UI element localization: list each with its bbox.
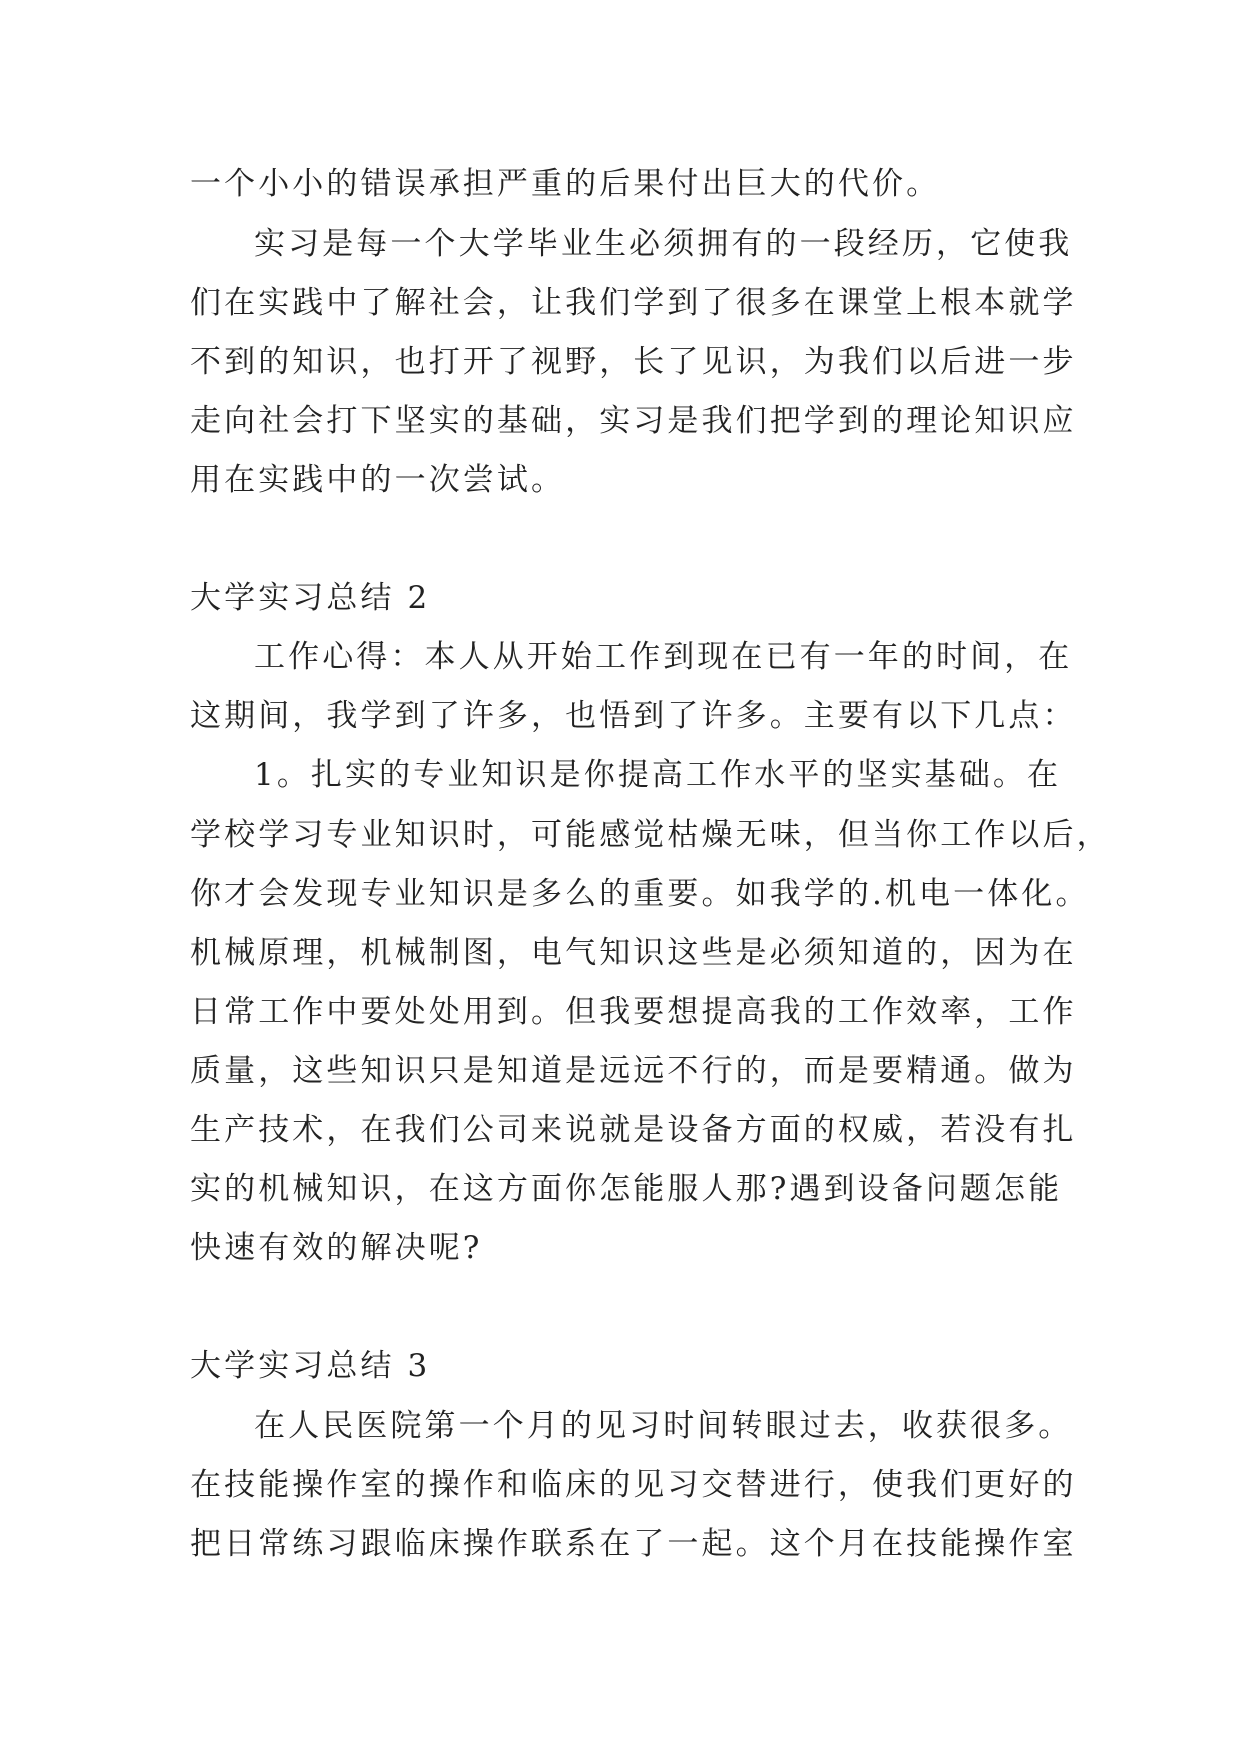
- body-text-line: 在技能操作室的操作和临床的见习交替进行，使我们更好的: [190, 1467, 1077, 1503]
- body-text-line: 用在实践中的一次尝试。: [190, 462, 566, 498]
- body-text-line: 实的机械知识，在这方面你怎能服人那?遇到设备问题怎能: [190, 1171, 1063, 1207]
- body-text-line: 一个小小的错误承担严重的后果付出巨大的代价。: [190, 166, 941, 202]
- body-text-line: 不到的知识，也打开了视野，长了见识，为我们以后进一步: [190, 344, 1077, 380]
- body-text-line: 1。扎实的专业知识是你提高工作水平的坚实基础。在: [254, 757, 1062, 793]
- body-text-line: 实习是每一个大学毕业生必须拥有的一段经历，它使我: [254, 226, 1073, 262]
- body-text-line: 在人民医院第一个月的见习时间转眼过去，收获很多。: [254, 1408, 1073, 1444]
- body-text-line: 这期间，我学到了许多，也悟到了许多。主要有以下几点：: [190, 698, 1077, 734]
- body-text-line: 走向社会打下坚实的基础，实习是我们把学到的理论知识应: [190, 403, 1077, 439]
- body-text-line: 把日常练习跟临床操作联系在了一起。这个月在技能操作室: [190, 1526, 1077, 1562]
- section-heading: 大学实习总结 3: [190, 1348, 431, 1384]
- body-text-line: 快速有效的解决呢?: [190, 1230, 483, 1266]
- section-heading: 大学实习总结 2: [190, 580, 431, 616]
- body-text-line: 机械原理，机械制图，电气知识这些是必须知道的，因为在: [190, 935, 1077, 971]
- body-text-line: 学校学习专业知识时，可能感觉枯燥无味，但当你工作以后，: [190, 817, 1111, 853]
- body-text-line: 生产技术，在我们公司来说就是设备方面的权威，若没有扎: [190, 1112, 1077, 1148]
- body-text-line: 们在实践中了解社会，让我们学到了很多在课堂上根本就学: [190, 285, 1077, 321]
- body-text-line: 质量，这些知识只是知道是远远不行的，而是要精通。做为: [190, 1053, 1077, 1089]
- body-text-line: 日常工作中要处处用到。但我要想提高我的工作效率，工作: [190, 994, 1077, 1030]
- body-text-line: 你才会发现专业知识是多么的重要。如我学的.机电一体化。: [190, 876, 1090, 912]
- body-text-line: 工作心得：本人从开始工作到现在已有一年的时间，在: [254, 639, 1073, 675]
